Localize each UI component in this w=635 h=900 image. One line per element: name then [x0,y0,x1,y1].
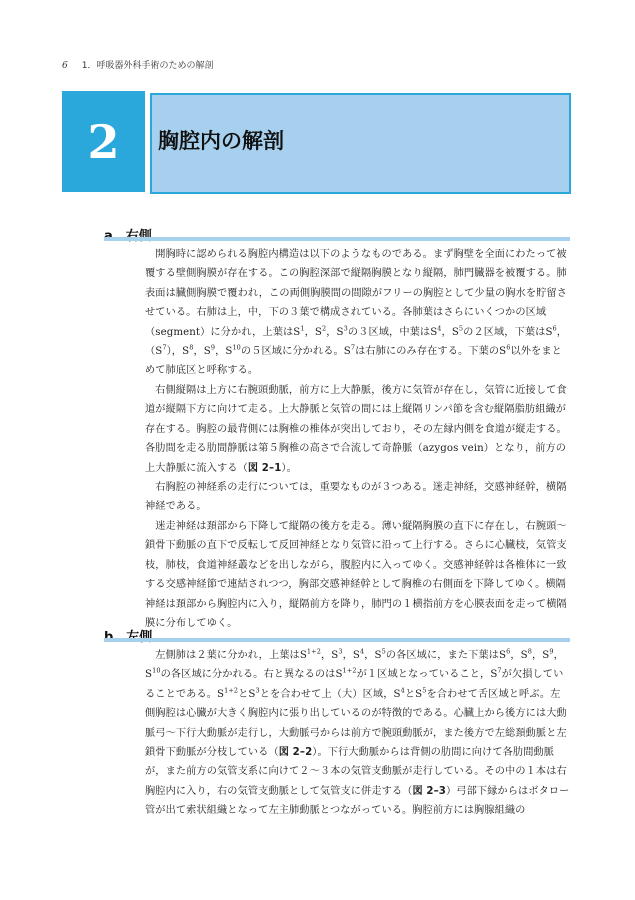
paragraph: 右胸腔の神経系の走行については，重要なものが３つある。迷走神経，交感神経幹，横隔神経である。 [145,482,567,513]
section-bar-b [104,638,570,642]
chapter-number: 2 [87,114,120,169]
section-heading-b [104,626,152,645]
running-head-chapter: 1．呼吸器外科手術のための解剖 [81,61,214,71]
paragraph: 左側肺は２葉に分かれ，上葉は$S^{1+2}$，$S^3$，$S^4$，$S^5$の各区域に，また下葉は$S^6$，$S^8$，$S^9$，$S^{10}$の各区域に分かれる。右と異なるのは$S^{1+2}$が１区域となっていること，$S^7$が欠損していることである。$S^{1+2}$と$S^3$とを合わせて上（大）区域，$S^4$と$S^5$を合わせて舌区域と呼ぶ。左側胸腔は心臓が大きく胸腔内に張り出しているのが特徴的である。心臓上から後方には大動脈弓～下行大動脈が走行し，大動脈弓からは前方で腕頭動脈が，また後方で左総頚動脈と左鎖骨下動脈が分枝している（図 2–2）。下行大動脈からは背側の肋間に向けて各肋間動脈が，また前方の気管支系に向けて２～３本の気管支動脈が走行している。その中の１本は右胸腔内に入り，右の気管支動脈として気管支に併走する（図 2–3）弓部下縁からはボタロー管が出て索状組織となって左主肺動脈とつながっている。胸腔前方には胸腺組織の [145,647,570,817]
running-head [62,58,213,71]
chapter-title: 胸腔内の解剖 [158,129,284,153]
paragraph: 右側縦隔は上方に右腕頭動脈，前方に上大静脈，後方に気管が存在し，気管に近接して食道が縦隔下方に向けて走る。上大静脈と気管の間には上縦隔リンパ節を含む縦隔脂肪組織が存在する。胸腔の最背側には胸椎の椎体が突出しており，その左縁内側を食道が縦走する。各肋間を走る肋間静脈は第５胸椎の高さで合流して奇静脈（azygos vein）となり，前方の上大静脈に流入する（図 2–1）。 [145,385,567,474]
page-number: 6 [62,61,68,71]
section-heading-a [104,225,152,244]
paragraph: 開胸時に認められる胸腔内構造は以下のようなものである。まず胸壁を全面にわたって被覆する壁側胸膜が存在する。この胸腔深部で縦隔胸膜となり縦隔，肺門臓器を被覆する。肺表面は臓側胸膜で覆われ，この両側胸膜間の間隙がフリーの胸腔として少量の胸水を貯留させている。右肺は上，中，下の３葉で構成されている。各肺葉はさらにいくつかの区域（segment）に分かれ，上葉は$S^1$，$S^2$，$S^3$の３区域，中葉は$S^4$，$S^5$の２区域，下葉は$S^6$，$(S^7)$，$S^8$，$S^9$，$S^{10}$の５区域に分かれる。$S^7$は右肺にのみ存在する。下葉の$S^6$以外をまとめて肺底区と呼称する。 [145,249,568,377]
paragraph: 迷走神経は頚部から下降して縦隔の後方を走る。薄い縦隔胸膜の直下に存在し，右腕頭～鎖骨下動脈の直下で反転して反回神経となり気管に沿って上行する。さらに心臓枝，気管支枝，肺枝，食道神経叢などを出しながら，腹腔内に入ってゆく。交感神経幹は各椎体に一致する交感神経節で連結されつつ，胸部交感神経幹として胸椎の右側面を下降してゆく。横隔神経は頚部から胸腔内に入り，縦隔前方を降り，肺門の１横指前方を心膜表面を走って横隔膜に分布してゆく。 [145,521,567,630]
section-bar-a [104,237,570,241]
